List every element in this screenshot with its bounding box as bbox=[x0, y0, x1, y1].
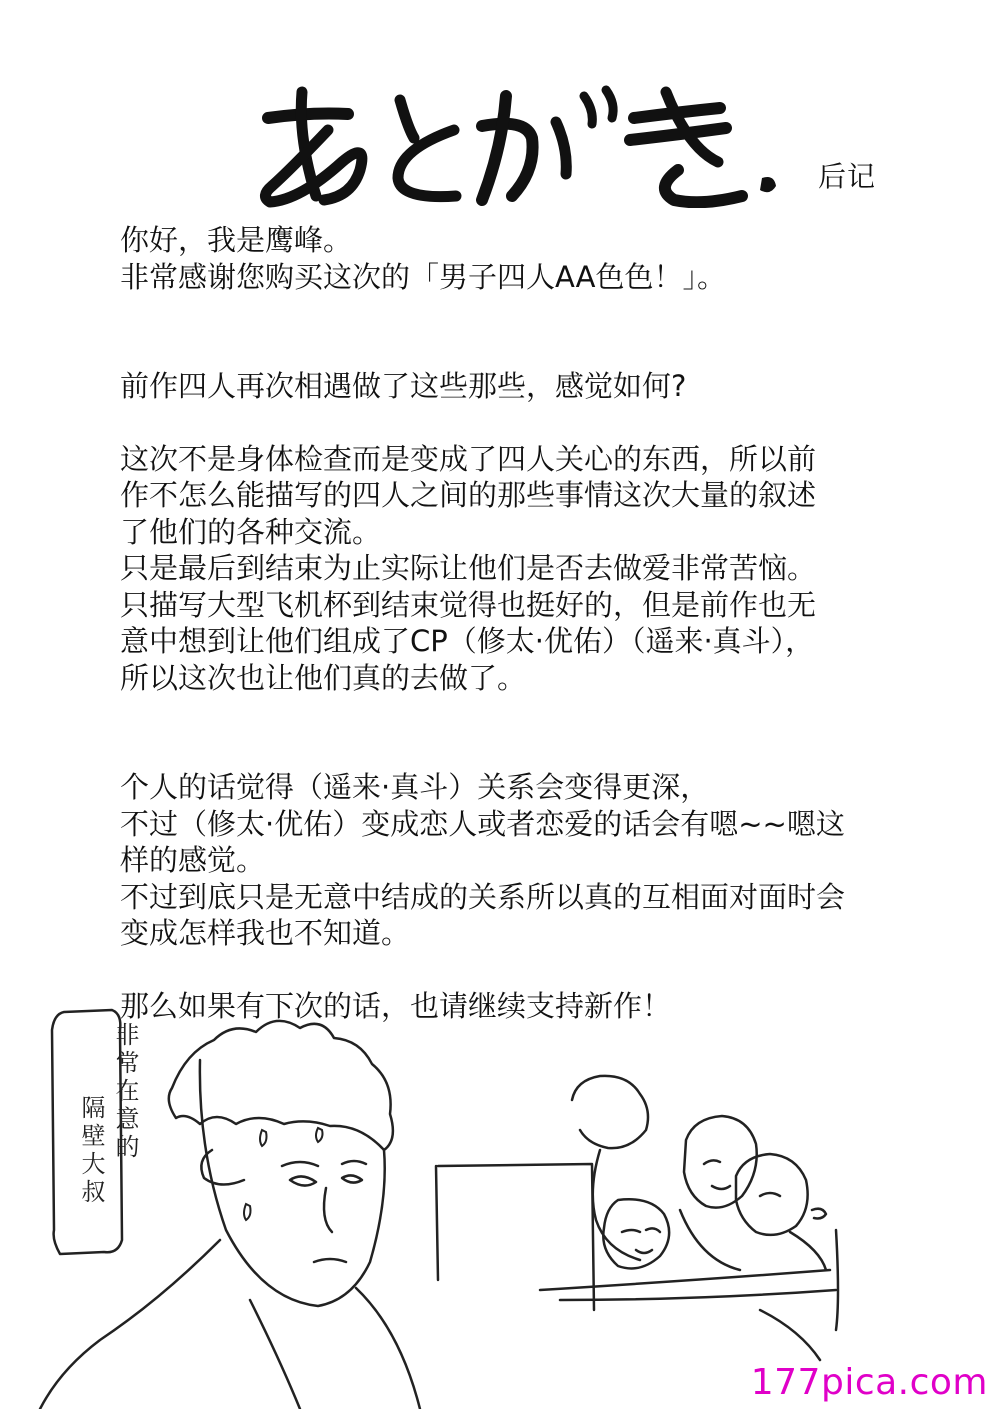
man-body bbox=[40, 1240, 220, 1409]
paragraph-story bbox=[120, 441, 880, 697]
text-line: 只描写大型飞机杯到结束觉得也挺好的，但是前作也无 bbox=[120, 587, 817, 622]
text-line: 样的感觉。 bbox=[120, 843, 266, 877]
background-group bbox=[572, 1076, 826, 1270]
text-line: 变成怎样我也不知道。 bbox=[120, 916, 411, 950]
paragraph-greeting bbox=[120, 222, 880, 295]
watermark: 177pica.com bbox=[745, 1362, 994, 1403]
paragraph-opinion bbox=[120, 769, 880, 952]
subtitle: 后记 bbox=[818, 160, 877, 193]
paragraph-question bbox=[120, 368, 880, 405]
text-line: 这次不是身体检查而是变成了四人关心的东西，所以前 bbox=[120, 441, 817, 476]
text-line: 个人的话觉得（遥来·真斗）关系会变得更深， bbox=[120, 770, 710, 804]
text-line: 非常感谢您购买这次的「男子四人AA色色！」。 bbox=[120, 259, 726, 294]
text-line: 作不怎么能描写的四人之间的那些事情这次大量的叙述 bbox=[120, 478, 817, 512]
sketch-illustration bbox=[0, 990, 1000, 1409]
note-line-1: 非常在意的 bbox=[111, 1022, 139, 1162]
note-line-2: 隔壁大叔 bbox=[77, 1095, 105, 1207]
text-line: 了他们的各种交流。 bbox=[120, 514, 382, 549]
text-line: 只是最后到结束为止实际让他们是否去做爱非常苦恼。 bbox=[120, 551, 817, 585]
text-line: 意中想到让他们组成了CP（修太·优佑）（遥来·真斗）， bbox=[120, 624, 815, 658]
title-art bbox=[250, 78, 790, 208]
text-line: 不过到底只是无意中结成的关系所以真的互相面对面时会 bbox=[120, 879, 846, 914]
text-line: 不过（修太·优佑）变成恋人或者恋爱的话会有嗯~~嗯这 bbox=[120, 806, 845, 841]
afterword-body bbox=[120, 222, 880, 1024]
text-line: 你好，我是鹰峰。 bbox=[120, 223, 353, 257]
text-line: 前作四人再次相遇做了这些那些，感觉如何? bbox=[120, 369, 687, 403]
text-line: 那么如果有下次的话，也请继续支持新作！ bbox=[120, 988, 672, 1023]
text-line: 所以这次也让他们真的去做了。 bbox=[120, 660, 527, 695]
